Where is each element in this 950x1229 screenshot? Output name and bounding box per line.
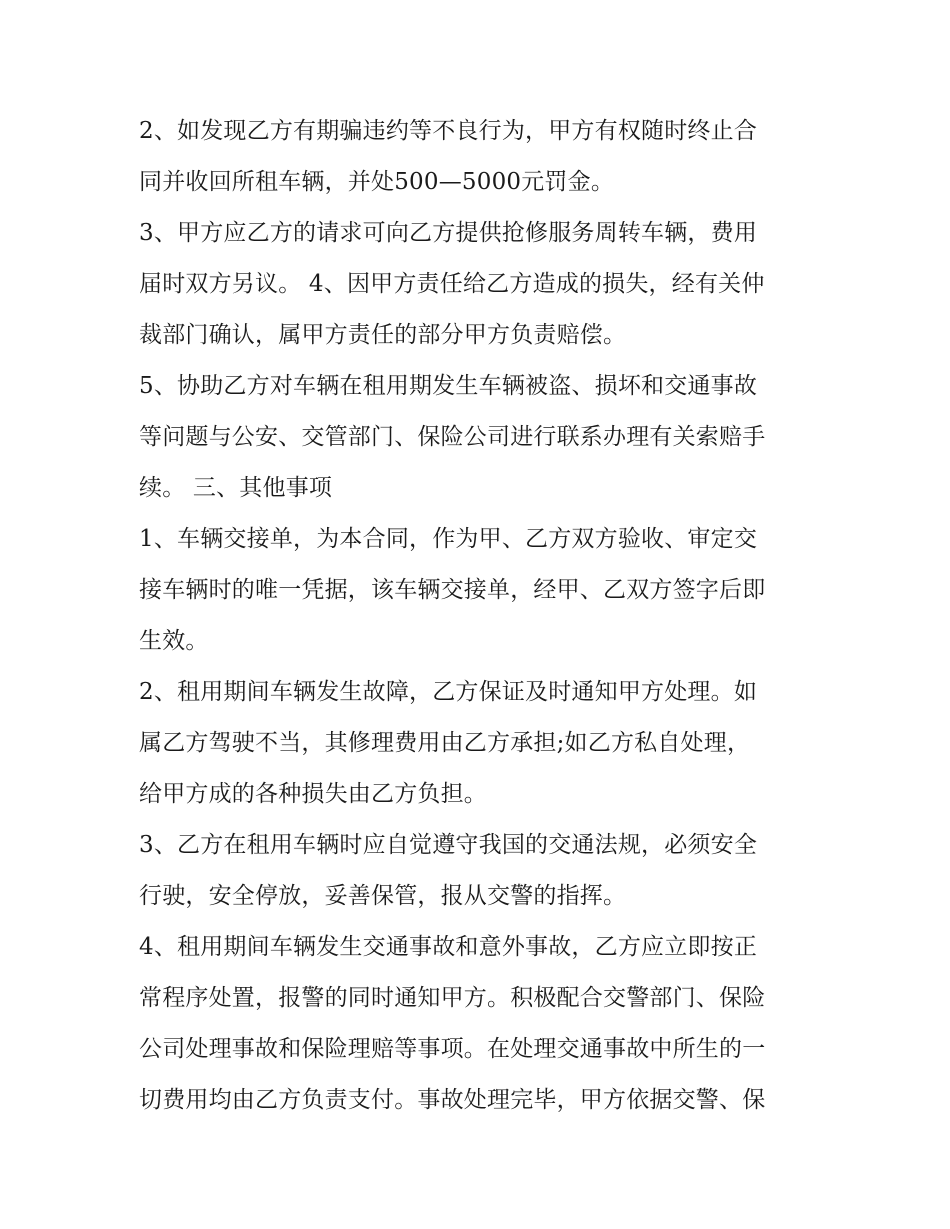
text-line: 1、车辆交接单，为本合同，作为甲、乙方双方验收、审定交 [139, 526, 758, 552]
text-line: 行驶，安全停放，妥善保管，报从交警的指挥。 [139, 883, 627, 909]
text-line: 2、租用期间车辆发生故障，乙方保证及时通知甲方处理。如 [139, 679, 758, 705]
text-line: 公司处理事故和保险理赔等事项。在处理交通事故中所生的一 [139, 1036, 766, 1062]
text-line: 生效。 [139, 628, 209, 654]
text-line: 3、乙方在租用车辆时应自觉遵守我国的交通法规，必须安全 [139, 832, 758, 858]
text-line: 接车辆时的唯一凭据，该车辆交接单，经甲、乙双方签字后即 [139, 577, 766, 603]
text-line: 3、甲方应乙方的请求可向乙方提供抢修服务周转车辆，费用 [139, 220, 758, 246]
text-line: 4、租用期间车辆发生交通事故和意外事故，乙方应立即按正 [139, 934, 758, 960]
text-line: 2、如发现乙方有期骗违约等不良行为，甲方有权随时终止合 [139, 118, 758, 144]
text-line: 等问题与公安、交管部门、保险公司进行联系办理有关索赔手 [139, 424, 766, 450]
text-line: 5、协助乙方对车辆在租用期发生车辆被盗、损坏和交通事故 [139, 373, 758, 399]
text-line: 切费用均由乙方负责支付。事故处理完毕，甲方依据交警、保 [139, 1087, 766, 1113]
text-line: 裁部门确认，属甲方责任的部分甲方负责赔偿。 [139, 322, 627, 348]
text-line: 给甲方成的各种损失由乙方负担。 [139, 781, 487, 807]
text-line: 届时双方另议。 4、因甲方责任给乙方造成的损失，经有关仲 [139, 271, 765, 297]
contract-text [139, 106, 829, 1126]
text-line: 属乙方驾驶不当，其修理费用由乙方承担;如乙方私自处理， [139, 730, 751, 756]
text-line: 常程序处置，报警的同时通知甲方。积极配合交警部门、保险 [139, 985, 766, 1011]
text-line: 续。 三、其他事项 [139, 475, 333, 501]
text-line: 同并收回所租车辆，并处500—5000元罚金。 [139, 169, 615, 195]
